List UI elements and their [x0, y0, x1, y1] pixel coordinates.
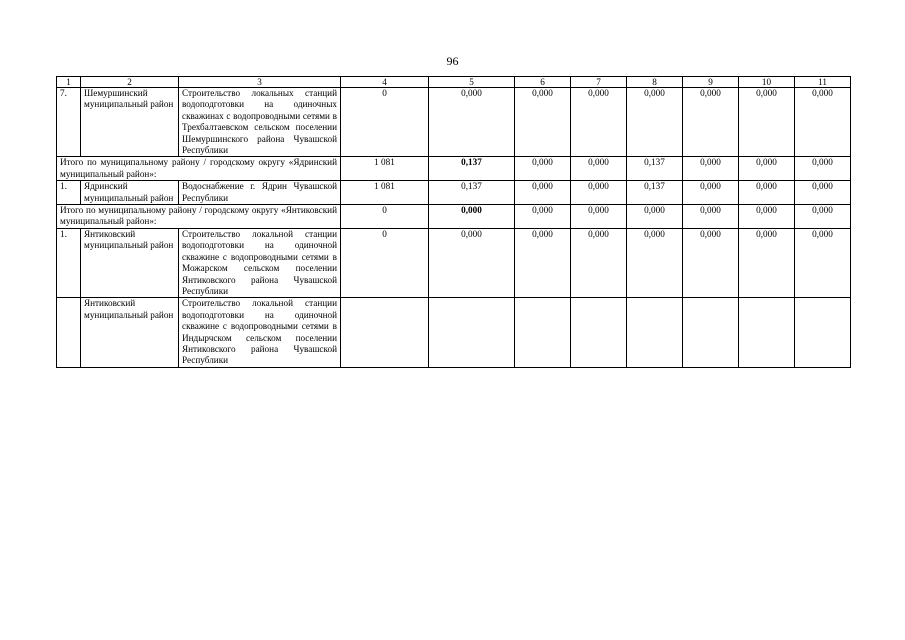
- value-cell: 1 081: [341, 157, 429, 181]
- row-number: 1.: [57, 228, 81, 297]
- value-cell: 0,000: [683, 157, 739, 181]
- total-row: [57, 157, 851, 181]
- project-description: Водоснабжение г. Ядрин Чувашской Республики: [179, 181, 341, 205]
- column-number: 7: [571, 77, 627, 88]
- column-number: 5: [429, 77, 515, 88]
- value-cell: 0,000: [683, 181, 739, 205]
- value-cell: 0,137: [429, 157, 515, 181]
- value-cell: 0,000: [683, 88, 739, 157]
- row-number: 7.: [57, 88, 81, 157]
- value-cell: [739, 298, 795, 367]
- value-cell: 0,000: [429, 205, 515, 229]
- value-cell: 0,000: [739, 228, 795, 297]
- column-number: 9: [683, 77, 739, 88]
- value-cell: 0,000: [571, 88, 627, 157]
- district-cell: Ядринский муниципальный район: [81, 181, 179, 205]
- total-label: Итого по муниципальному району / городскому округу «Ядринский муниципальный район»:: [57, 157, 341, 181]
- value-cell: 0,000: [739, 181, 795, 205]
- project-description: Строительство локальной станции водоподготовки на одиночной скважине с водопроводными сетями в Индырчском сельском поселении Янтиковского района Чувашской Республики: [179, 298, 341, 367]
- value-cell: 0,000: [739, 88, 795, 157]
- value-cell: 0,000: [515, 205, 571, 229]
- value-cell: 0,000: [739, 205, 795, 229]
- value-cell: 0,000: [515, 88, 571, 157]
- page-number: 96: [446, 54, 459, 68]
- value-cell: 0,000: [683, 228, 739, 297]
- value-cell: 1 081: [341, 181, 429, 205]
- value-cell: 0,000: [429, 88, 515, 157]
- row-number: 1.: [57, 181, 81, 205]
- value-cell: 0,000: [515, 157, 571, 181]
- row-number: [57, 298, 81, 367]
- data-table: [56, 76, 851, 368]
- value-cell: 0,000: [627, 228, 683, 297]
- value-cell: 0,000: [627, 205, 683, 229]
- value-cell: 0: [341, 205, 429, 229]
- value-cell: [627, 298, 683, 367]
- value-cell: 0,000: [683, 205, 739, 229]
- value-cell: 0,000: [515, 228, 571, 297]
- table-row: [57, 228, 851, 297]
- value-cell: [571, 298, 627, 367]
- value-cell: 0: [341, 88, 429, 157]
- total-row: [57, 205, 851, 229]
- table-row: [57, 88, 851, 157]
- column-number-row: [57, 77, 851, 88]
- value-cell: 0,000: [429, 228, 515, 297]
- project-description: Строительство локальной станции водоподготовки на одиночной скважине с водопроводными сетями в Можарском сельском поселении Янтиковского района Чувашской Республики: [179, 228, 341, 297]
- value-cell: 0,000: [795, 205, 851, 229]
- value-cell: [515, 298, 571, 367]
- district-cell: Янтиковский муниципальный район: [81, 228, 179, 297]
- value-cell: 0,000: [627, 88, 683, 157]
- value-cell: 0,137: [627, 157, 683, 181]
- total-label: Итого по муниципальному району / городскому округу «Янтиковский муниципальный район»:: [57, 205, 341, 229]
- value-cell: [341, 298, 429, 367]
- column-number: 11: [795, 77, 851, 88]
- column-number: 2: [81, 77, 179, 88]
- column-number: 8: [627, 77, 683, 88]
- value-cell: 0,000: [795, 181, 851, 205]
- column-number: 6: [515, 77, 571, 88]
- value-cell: 0,000: [795, 88, 851, 157]
- column-number: 4: [341, 77, 429, 88]
- value-cell: 0,137: [627, 181, 683, 205]
- value-cell: 0,000: [571, 228, 627, 297]
- district-cell: Янтиковский муниципальный район: [81, 298, 179, 367]
- value-cell: 0,000: [571, 157, 627, 181]
- project-description: Строительство локальных станций водоподготовки на одиночных скважинах с водопроводными сетями в Трехбалтаевском сельском поселении Шемуршинского района Чувашской Республики: [179, 88, 341, 157]
- column-number: 1: [57, 77, 81, 88]
- table-row: [57, 181, 851, 205]
- district-cell: Шемуршинский муниципальный район: [81, 88, 179, 157]
- table-row: [57, 298, 851, 367]
- value-cell: 0: [341, 228, 429, 297]
- value-cell: 0,137: [429, 181, 515, 205]
- value-cell: 0,000: [739, 157, 795, 181]
- value-cell: [795, 298, 851, 367]
- value-cell: 0,000: [795, 228, 851, 297]
- value-cell: 0,000: [571, 205, 627, 229]
- column-number: 10: [739, 77, 795, 88]
- column-number: 3: [179, 77, 341, 88]
- value-cell: [683, 298, 739, 367]
- value-cell: 0,000: [571, 181, 627, 205]
- value-cell: 0,000: [795, 157, 851, 181]
- value-cell: 0,000: [515, 181, 571, 205]
- value-cell: [429, 298, 515, 367]
